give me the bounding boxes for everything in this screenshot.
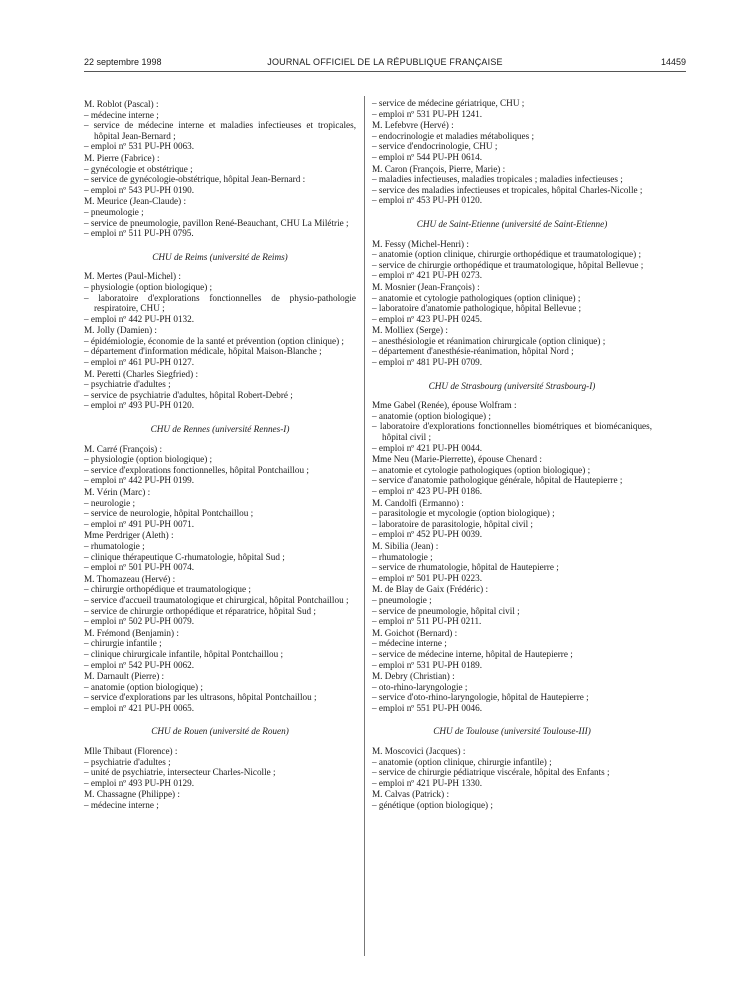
header-journal-title: JOURNAL OFFICIEL DE LA RÉPUBLIQUE FRANÇAISE: [267, 57, 503, 67]
appointee-name: M. Calvas (Patrick) :: [372, 789, 450, 800]
appointee-name: M. Roblot (Pascal) :: [84, 99, 159, 109]
list-item: – département d'information médicale, hôpital Maison-Blanche ;: [84, 346, 322, 357]
appointee-name: M. Carré (François) :: [84, 443, 163, 454]
list-item: – emploi nº 452 PU-PH 0039.: [372, 529, 483, 540]
list-item: – clinique chirurgicale infantile, hôpital Pontchaillou ;: [84, 648, 284, 659]
list-item: – laboratoire d'explorations fonctionnelles de physio-pathologie respiratoire, CHU ;: [84, 292, 356, 314]
list-item: – emploi nº 442 PU-PH 0132.: [84, 313, 195, 324]
list-item: – unité de psychiatrie, intersecteur Charles-Nicolle ;: [84, 767, 276, 778]
header-page-number: 14459: [660, 57, 686, 67]
list-item: – laboratoire de parasitologie, hôpital civil ;: [372, 518, 533, 529]
list-item: – emploi nº 551 PU-PH 0046.: [372, 702, 483, 713]
list-item: – médecine interne ;: [84, 109, 159, 120]
list-item: – clinique thérapeutique C-rhumatologie, hôpital Sud ;: [84, 551, 285, 562]
appointee-name: M. Molliex (Serge) :: [372, 325, 448, 336]
list-item: – anatomie (option biologique) ;: [84, 681, 203, 692]
list-item: – service d'explorations fonctionnelles, hôpital Pontchaillou ;: [84, 464, 309, 475]
appointee-name: Mme Perdriger (Aleth) :: [84, 530, 174, 541]
list-item: – parasitologie et mycologie (option biologique) ;: [372, 508, 555, 519]
appointee-name: M. Peretti (Charles Siegfried) :: [84, 368, 199, 379]
list-item: – emploi nº 511 PU-PH 0211.: [372, 616, 482, 627]
list-item: – emploi nº 544 PU-PH 0614.: [372, 151, 483, 162]
section-heading: CHU de Rouen (université de Rouen): [151, 726, 289, 737]
right-column: [372, 98, 652, 811]
page-header: [84, 57, 686, 71]
list-item: – service de pneumologie, hôpital civil ;: [372, 605, 520, 616]
appointee-name: M. Moscovici (Jacques) :: [372, 746, 466, 757]
list-item: – emploi nº 501 PU-PH 0074.: [84, 562, 195, 573]
list-item: – rhumatologie ;: [84, 540, 145, 551]
list-item: – emploi nº 421 PU-PH 1330.: [372, 777, 483, 788]
list-item: – emploi nº 423 PU-PH 0186.: [372, 486, 483, 496]
list-item: – psychiatrie d'adultes ;: [84, 379, 171, 390]
list-item: – emploi nº 461 PU-PH 0127.: [84, 357, 195, 368]
list-item: – emploi nº 543 PU-PH 0190.: [84, 184, 195, 195]
section-heading: CHU de Rennes (université Rennes-I): [150, 424, 290, 435]
list-item: – laboratoire d'explorations fonctionnelles biométriques et biomécaniques, hôpital civil ;: [372, 421, 652, 443]
list-item: – médecine interne ;: [372, 638, 447, 649]
list-item: – service de médecine interne, hôpital de Hautepierre ;: [372, 648, 573, 659]
list-item: – génétique (option biologique) ;: [372, 800, 493, 811]
section-heading: CHU de Toulouse (université Toulouse-III): [433, 726, 591, 737]
list-item: – emploi nº 531 PU-PH 0189.: [372, 659, 483, 670]
appointee-name: M. Thomazeau (Hervé) :: [84, 573, 176, 584]
list-item: – service de médecine interne et maladies infectieuses et tropicales, hôpital Jean-Bernard ;: [84, 120, 356, 141]
left-column: [84, 98, 356, 811]
column-divider: [364, 96, 365, 956]
header-rule: [84, 71, 686, 72]
list-item: – emploi nº 501 PU-PH 0223.: [372, 572, 483, 583]
appointee-name: M. Lefebvre (Hervé) :: [372, 120, 454, 131]
list-item: – service de psychiatrie d'adultes, hôpital Robert-Debré ;: [84, 389, 293, 400]
list-item: – oto-rhino-laryngologie ;: [372, 681, 468, 692]
list-item: – service de chirurgie orthopédique et réparatrice, hôpital Sud ;: [84, 605, 316, 616]
list-item: – emploi nº 442 PU-PH 0199.: [84, 475, 195, 486]
list-item: – anatomie (option biologique) ;: [372, 410, 491, 421]
section-heading: CHU de Reims (université de Reims): [152, 251, 288, 262]
list-item: – service d'anatomie pathologique générale, hôpital de Hautepierre ;: [372, 475, 623, 486]
appointee-name: M. Sibilia (Jean) :: [372, 540, 439, 551]
list-item: – emploi nº 421 PU-PH 0044.: [372, 442, 483, 453]
header-date: 22 septembre 1998: [84, 57, 162, 67]
list-item: – psychiatrie d'adultes ;: [84, 756, 171, 767]
section-heading: CHU de Saint-Etienne (université de Saint-Etienne): [416, 218, 608, 229]
list-item: – anesthésiologie et réanimation chirurgicale (option clinique) ;: [372, 335, 606, 346]
appointee-name: M. Pierre (Fabrice) :: [84, 152, 160, 163]
list-item: – endocrinologie et maladies métaboliques ;: [372, 130, 535, 141]
list-item: – emploi nº 502 PU-PH 0079.: [84, 616, 195, 627]
appointee-name: Mme Neu (Marie-Pierrette), épouse Chenard :: [372, 454, 542, 465]
list-item: – physiologie (option biologique) ;: [84, 454, 213, 465]
appointee-name: Mlle Thibaut (Florence) :: [84, 746, 178, 757]
appointee-name: M. Meurice (Jean-Claude) :: [84, 196, 187, 207]
list-item: – laboratoire d'anatomie pathologique, hôpital Bellevue ;: [372, 303, 582, 314]
list-item: – emploi nº 491 PU-PH 0071.: [84, 518, 195, 529]
list-item: – service d'accueil traumatologique et chirurgical, hôpital Pontchaillou ;: [84, 594, 349, 605]
list-item: – médecine interne ;: [84, 800, 159, 811]
list-item: – chirurgie infantile ;: [84, 638, 162, 649]
list-item: – emploi nº 511 PU-PH 0795.: [84, 228, 194, 239]
list-item: – anatomie et cytologie pathologiques (option clinique) ;: [372, 292, 581, 303]
list-item: – anatomie (option clinique, chirurgie orthopédique et traumatologique) ;: [372, 249, 641, 260]
list-item: – service de médecine gériatrique, CHU ;: [372, 98, 525, 108]
list-item: – service d'endocrinologie, CHU ;: [372, 141, 498, 152]
list-item: – service de gynécologie-obstétrique, hôpital Jean-Bernard :: [84, 174, 306, 185]
list-item: – emploi nº 423 PU-PH 0245.: [372, 313, 483, 324]
appointee-name: M. Mosnier (Jean-François) :: [372, 281, 480, 292]
list-item: – épidémiologie, économie de la santé et prévention (option clinique) ;: [84, 335, 344, 346]
list-item: – service de chirurgie pédiatrique viscérale, hôpital des Enfants ;: [372, 767, 610, 778]
appointee-name: M. Caron (François, Pierre, Marie) :: [372, 163, 506, 174]
list-item: – emploi nº 531 PU-PH 1241.: [372, 108, 483, 119]
list-item: – emploi nº 493 PU-PH 0120.: [84, 400, 195, 411]
list-item: – emploi nº 542 PU-PH 0062.: [84, 659, 195, 670]
list-item: – emploi nº 493 PU-PH 0129.: [84, 777, 195, 788]
list-item: – service de chirurgie orthopédique et traumatologique, hôpital Bellevue ;: [372, 259, 644, 270]
appointee-name: M. Vérin (Marc) :: [84, 487, 151, 497]
appointee-name: Mme Gabel (Renée), épouse Wolfram :: [372, 400, 517, 411]
list-item: – physiologie (option biologique) ;: [84, 281, 213, 292]
list-item: – emploi nº 421 PU-PH 0273.: [372, 270, 483, 281]
list-item: – rhumatologie ;: [372, 551, 433, 562]
list-item: – emploi nº 481 PU-PH 0709.: [372, 357, 483, 368]
section-heading: CHU de Strasbourg (université Strasbourg-I): [428, 380, 596, 391]
list-item: – service de pneumologie, pavillon René-Beauchant, CHU La Milétrie ;: [84, 217, 349, 228]
appointee-name: M. Mertes (Paul-Michel) :: [84, 271, 181, 282]
list-item: – maladies infectieuses, maladies tropicales ; maladies infectieuses ;: [372, 174, 623, 185]
list-item: – emploi nº 531 PU-PH 0063.: [84, 141, 195, 152]
appointee-name: M. Goichot (Bernard) :: [372, 627, 458, 638]
list-item: – pneumologie ;: [84, 206, 144, 217]
appointee-name: M. Frémond (Benjamin) :: [84, 627, 179, 638]
list-item: – service des maladies infectieuses et tropicales, hôpital Charles-Nicolle ;: [372, 184, 643, 195]
appointee-name: M. Chassagne (Philippe) :: [84, 789, 180, 800]
list-item: – anatomie (option clinique, chirurgie infantile) ;: [372, 756, 552, 767]
list-item: – neurologie ;: [84, 497, 136, 508]
appointee-name: M. Fessy (Michel-Henri) :: [372, 238, 469, 249]
appointee-name: M. Darnault (Pierre) :: [84, 671, 165, 682]
list-item: – emploi nº 421 PU-PH 0065.: [84, 702, 195, 713]
list-item: – département d'anesthésie-réanimation, hôpital Nord ;: [372, 346, 574, 357]
appointee-name: M. Jolly (Damien) :: [84, 325, 157, 336]
list-item: – service de rhumatologie, hôpital de Hautepierre ;: [372, 562, 559, 573]
list-item: – service de neurologie, hôpital Pontchaillou ;: [84, 508, 254, 519]
list-item: – pneumologie ;: [372, 594, 432, 605]
list-item: – emploi nº 453 PU-PH 0120.: [372, 195, 483, 206]
list-item: – service d'explorations par les ultrasons, hôpital Pontchaillou ;: [84, 692, 317, 703]
appointee-name: M. Debry (Christian) :: [372, 671, 455, 682]
appointee-name: M. de Blay de Gaix (Frédéric) :: [372, 584, 489, 595]
list-item: – anatomie et cytologie pathologiques (option biologique) ;: [372, 464, 591, 475]
list-item: – chirurgie orthopédique et traumatologique ;: [84, 584, 251, 595]
list-item: – gynécologie et obstétrique ;: [84, 163, 193, 174]
appointee-name: M. Candolfi (Ermanno) :: [372, 497, 464, 508]
list-item: – service d'oto-rhino-laryngologie, hôpital de Hautepierre ;: [372, 692, 589, 703]
